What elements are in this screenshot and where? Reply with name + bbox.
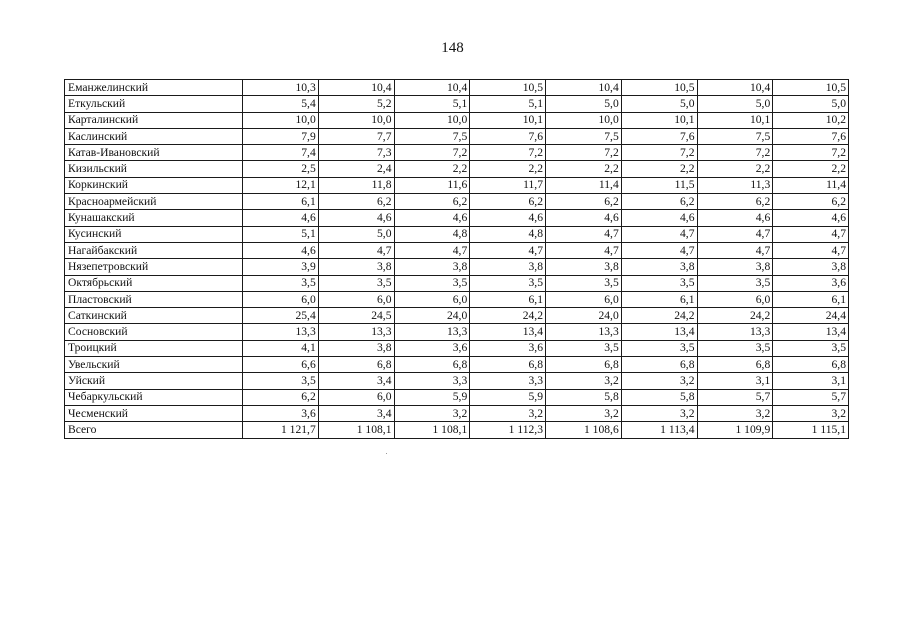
value-cell: 4,7 — [546, 242, 622, 258]
value-cell: 4,7 — [318, 242, 394, 258]
value-cell: 5,7 — [773, 389, 849, 405]
table-row — [65, 291, 849, 307]
table-row — [65, 96, 849, 112]
table-row — [65, 357, 849, 373]
value-cell: 6,8 — [318, 357, 394, 373]
value-cell: 2,2 — [621, 161, 697, 177]
value-cell: 5,0 — [697, 96, 773, 112]
value-cell: 3,8 — [318, 259, 394, 275]
table-row — [65, 112, 849, 128]
value-cell: 5,0 — [546, 96, 622, 112]
table-row — [65, 405, 849, 421]
value-cell: 3,3 — [470, 373, 546, 389]
value-cell: 3,2 — [773, 405, 849, 421]
table-row — [65, 177, 849, 193]
table-row — [65, 422, 849, 438]
value-cell: 10,2 — [773, 112, 849, 128]
value-cell: 24,5 — [318, 308, 394, 324]
value-cell: 7,5 — [697, 128, 773, 144]
table-row — [65, 242, 849, 258]
district-name-cell: Нагайбакский — [65, 242, 243, 258]
value-cell: 24,2 — [470, 308, 546, 324]
value-cell: 5,2 — [318, 96, 394, 112]
value-cell: 3,5 — [546, 340, 622, 356]
value-cell: 25,4 — [243, 308, 319, 324]
table-row — [65, 145, 849, 161]
value-cell: 3,5 — [697, 340, 773, 356]
value-cell: 1 115,1 — [773, 422, 849, 438]
district-name-cell: Октябрьский — [65, 275, 243, 291]
value-cell: 11,4 — [546, 177, 622, 193]
value-cell: 2,2 — [697, 161, 773, 177]
value-cell: 10,0 — [394, 112, 470, 128]
value-cell: 4,1 — [243, 340, 319, 356]
value-cell: 3,8 — [697, 259, 773, 275]
value-cell: 1 108,1 — [394, 422, 470, 438]
value-cell: 4,7 — [394, 242, 470, 258]
district-name-cell: Кунашакский — [65, 210, 243, 226]
value-cell: 3,4 — [318, 373, 394, 389]
value-cell: 13,3 — [243, 324, 319, 340]
value-cell: 6,2 — [394, 194, 470, 210]
value-cell: 4,6 — [697, 210, 773, 226]
value-cell: 24,4 — [773, 308, 849, 324]
value-cell: 1 113,4 — [621, 422, 697, 438]
value-cell: 7,2 — [546, 145, 622, 161]
value-cell: 10,5 — [621, 80, 697, 96]
value-cell: 3,8 — [318, 340, 394, 356]
value-cell: 6,1 — [621, 291, 697, 307]
value-cell: 3,8 — [773, 259, 849, 275]
value-cell: 4,7 — [621, 226, 697, 242]
value-cell: 3,9 — [243, 259, 319, 275]
table-row — [65, 324, 849, 340]
value-cell: 3,5 — [773, 340, 849, 356]
value-cell: 10,1 — [621, 112, 697, 128]
value-cell: 6,1 — [470, 291, 546, 307]
value-cell: 24,2 — [697, 308, 773, 324]
district-name-cell: Увельский — [65, 357, 243, 373]
district-name-cell: Сосновский — [65, 324, 243, 340]
value-cell: 3,1 — [773, 373, 849, 389]
value-cell: 1 109,9 — [697, 422, 773, 438]
value-cell: 5,8 — [621, 389, 697, 405]
value-cell: 1 112,3 — [470, 422, 546, 438]
value-cell: 4,8 — [470, 226, 546, 242]
value-cell: 3,6 — [773, 275, 849, 291]
value-cell: 11,8 — [318, 177, 394, 193]
value-cell: 6,2 — [470, 194, 546, 210]
value-cell: 6,2 — [318, 194, 394, 210]
value-cell: 24,0 — [394, 308, 470, 324]
value-cell: 5,1 — [394, 96, 470, 112]
value-cell: 13,3 — [697, 324, 773, 340]
value-cell: 10,0 — [546, 112, 622, 128]
district-name-cell: Уйский — [65, 373, 243, 389]
value-cell: 3,6 — [470, 340, 546, 356]
value-cell: 7,5 — [394, 128, 470, 144]
value-cell: 10,0 — [318, 112, 394, 128]
value-cell: 4,6 — [773, 210, 849, 226]
value-cell: 2,2 — [470, 161, 546, 177]
value-cell: 10,1 — [470, 112, 546, 128]
table-row — [65, 340, 849, 356]
value-cell: 4,7 — [773, 226, 849, 242]
table-row — [65, 161, 849, 177]
value-cell: 6,1 — [243, 194, 319, 210]
value-cell: 3,5 — [394, 275, 470, 291]
value-cell: 6,6 — [243, 357, 319, 373]
value-cell: 5,4 — [243, 96, 319, 112]
value-cell: 6,0 — [318, 389, 394, 405]
value-cell: 10,1 — [697, 112, 773, 128]
value-cell: 10,3 — [243, 80, 319, 96]
value-cell: 7,6 — [470, 128, 546, 144]
value-cell: 11,4 — [773, 177, 849, 193]
value-cell: 3,1 — [697, 373, 773, 389]
value-cell: 5,0 — [621, 96, 697, 112]
value-cell: 4,7 — [470, 242, 546, 258]
value-cell: 3,2 — [621, 405, 697, 421]
value-cell: 3,2 — [621, 373, 697, 389]
value-cell: 6,0 — [318, 291, 394, 307]
value-cell: 3,5 — [318, 275, 394, 291]
value-cell: 10,0 — [243, 112, 319, 128]
value-cell: 5,1 — [470, 96, 546, 112]
value-cell: 3,5 — [243, 275, 319, 291]
value-cell: 4,7 — [546, 226, 622, 242]
value-cell: 13,3 — [546, 324, 622, 340]
table-row — [65, 80, 849, 96]
value-cell: 6,8 — [621, 357, 697, 373]
district-name-cell: Чебаркульский — [65, 389, 243, 405]
value-cell: 7,2 — [621, 145, 697, 161]
value-cell: 3,3 — [394, 373, 470, 389]
value-cell: 6,8 — [546, 357, 622, 373]
value-cell: 6,2 — [621, 194, 697, 210]
value-cell: 1 121,7 — [243, 422, 319, 438]
value-cell: 13,4 — [773, 324, 849, 340]
value-cell: 3,6 — [394, 340, 470, 356]
value-cell: 13,4 — [621, 324, 697, 340]
value-cell: 5,7 — [697, 389, 773, 405]
district-name-cell: Чесменский — [65, 405, 243, 421]
table-body — [65, 80, 849, 439]
value-cell: 6,2 — [697, 194, 773, 210]
value-cell: 3,2 — [470, 405, 546, 421]
value-cell: 1 108,1 — [318, 422, 394, 438]
value-cell: 3,6 — [243, 405, 319, 421]
value-cell: 7,2 — [697, 145, 773, 161]
value-cell: 7,3 — [318, 145, 394, 161]
value-cell: 6,8 — [470, 357, 546, 373]
value-cell: 3,2 — [546, 405, 622, 421]
value-cell: 5,0 — [318, 226, 394, 242]
value-cell: 6,0 — [546, 291, 622, 307]
value-cell: 4,6 — [318, 210, 394, 226]
district-name-cell: Пластовский — [65, 291, 243, 307]
value-cell: 10,4 — [697, 80, 773, 96]
value-cell: 3,8 — [470, 259, 546, 275]
value-cell: 4,6 — [470, 210, 546, 226]
value-cell: 2,2 — [394, 161, 470, 177]
district-name-cell: Каслинский — [65, 128, 243, 144]
district-name-cell: Саткинский — [65, 308, 243, 324]
value-cell: 10,4 — [394, 80, 470, 96]
value-cell: 4,8 — [394, 226, 470, 242]
value-cell: 4,7 — [773, 242, 849, 258]
value-cell: 11,3 — [697, 177, 773, 193]
value-cell: 7,7 — [318, 128, 394, 144]
value-cell: 4,6 — [621, 210, 697, 226]
value-cell: 1 108,6 — [546, 422, 622, 438]
value-cell: 11,7 — [470, 177, 546, 193]
value-cell: 4,6 — [394, 210, 470, 226]
value-cell: 5,9 — [394, 389, 470, 405]
value-cell: 24,0 — [546, 308, 622, 324]
table-row — [65, 275, 849, 291]
value-cell: 4,6 — [546, 210, 622, 226]
value-cell: 3,5 — [697, 275, 773, 291]
value-cell: 6,8 — [394, 357, 470, 373]
district-name-cell: Всего — [65, 422, 243, 438]
district-name-cell: Карталинский — [65, 112, 243, 128]
value-cell: 6,1 — [773, 291, 849, 307]
district-name-cell: Кусинский — [65, 226, 243, 242]
value-cell: 2,2 — [546, 161, 622, 177]
value-cell: 7,2 — [470, 145, 546, 161]
value-cell: 10,5 — [470, 80, 546, 96]
table-row — [65, 128, 849, 144]
value-cell: 4,7 — [621, 242, 697, 258]
table-row — [65, 210, 849, 226]
value-cell: 2,4 — [318, 161, 394, 177]
value-cell: 3,5 — [546, 275, 622, 291]
value-cell: 3,2 — [546, 373, 622, 389]
value-cell: 6,0 — [243, 291, 319, 307]
value-cell: 13,3 — [394, 324, 470, 340]
district-name-cell: Коркинский — [65, 177, 243, 193]
table-row — [65, 194, 849, 210]
value-cell: 7,9 — [243, 128, 319, 144]
value-cell: 7,6 — [773, 128, 849, 144]
table-row — [65, 389, 849, 405]
value-cell: 6,0 — [394, 291, 470, 307]
district-name-cell: Еманжелинский — [65, 80, 243, 96]
value-cell: 3,5 — [243, 373, 319, 389]
table-row — [65, 226, 849, 242]
value-cell: 10,5 — [773, 80, 849, 96]
value-cell: 6,2 — [546, 194, 622, 210]
value-cell: 6,8 — [697, 357, 773, 373]
value-cell: 3,8 — [621, 259, 697, 275]
district-data-table — [64, 79, 849, 439]
value-cell: 5,1 — [243, 226, 319, 242]
value-cell: 11,6 — [394, 177, 470, 193]
district-name-cell: Еткульский — [65, 96, 243, 112]
value-cell: 6,0 — [697, 291, 773, 307]
district-name-cell: Троицкий — [65, 340, 243, 356]
value-cell: 12,1 — [243, 177, 319, 193]
value-cell: 7,6 — [621, 128, 697, 144]
value-cell: 6,8 — [773, 357, 849, 373]
value-cell: 4,6 — [243, 242, 319, 258]
district-name-cell: Нязепетровский — [65, 259, 243, 275]
value-cell: 4,7 — [697, 226, 773, 242]
district-name-cell: Красноармейский — [65, 194, 243, 210]
value-cell: 5,9 — [470, 389, 546, 405]
value-cell: 3,8 — [546, 259, 622, 275]
value-cell: 7,4 — [243, 145, 319, 161]
value-cell: 3,2 — [394, 405, 470, 421]
value-cell: 4,7 — [697, 242, 773, 258]
value-cell: 3,5 — [621, 275, 697, 291]
value-cell: 13,4 — [470, 324, 546, 340]
value-cell: 6,2 — [773, 194, 849, 210]
value-cell: 10,4 — [546, 80, 622, 96]
value-cell: 7,2 — [773, 145, 849, 161]
value-cell: 13,3 — [318, 324, 394, 340]
value-cell: 3,5 — [470, 275, 546, 291]
value-cell: 11,5 — [621, 177, 697, 193]
value-cell: 5,0 — [773, 96, 849, 112]
value-cell: 6,2 — [243, 389, 319, 405]
value-cell: 3,5 — [621, 340, 697, 356]
value-cell: 2,5 — [243, 161, 319, 177]
page-number: 148 — [441, 40, 464, 56]
scan-speck — [386, 453, 387, 454]
value-cell: 7,5 — [546, 128, 622, 144]
value-cell: 3,4 — [318, 405, 394, 421]
table-row — [65, 308, 849, 324]
table-row — [65, 259, 849, 275]
value-cell: 7,2 — [394, 145, 470, 161]
value-cell: 24,2 — [621, 308, 697, 324]
district-name-cell: Катав-Ивановский — [65, 145, 243, 161]
table-row — [65, 373, 849, 389]
value-cell: 5,8 — [546, 389, 622, 405]
value-cell: 3,2 — [697, 405, 773, 421]
value-cell: 4,6 — [243, 210, 319, 226]
district-name-cell: Кизильский — [65, 161, 243, 177]
value-cell: 3,8 — [394, 259, 470, 275]
value-cell: 10,4 — [318, 80, 394, 96]
value-cell: 2,2 — [773, 161, 849, 177]
